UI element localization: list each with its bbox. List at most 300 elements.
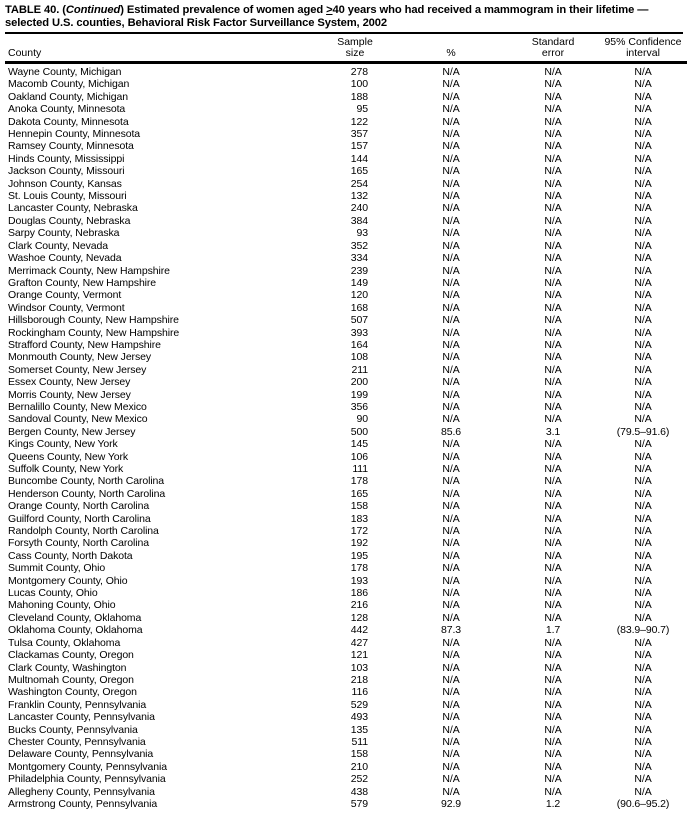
confidence-interval-cell: (83.9–90.7) (616, 624, 670, 637)
header-line: Sample (337, 36, 373, 48)
percent-cell: N/A (442, 574, 460, 587)
percent-cell: N/A (442, 673, 460, 686)
confidence-interval-cell: N/A (634, 252, 652, 265)
sample-size-cell: 239 (350, 264, 368, 277)
county-cell: Somerset County, New Jersey (8, 363, 147, 376)
county-cell: Jackson County, Missouri (8, 165, 125, 178)
confidence-interval-cell: N/A (634, 500, 652, 513)
confidence-interval-cell: N/A (634, 363, 652, 376)
standard-error-cell: N/A (544, 611, 562, 624)
county-cell: Montgomery County, Ohio (8, 574, 128, 587)
standard-error-cell: N/A (544, 748, 562, 761)
county-cell: Strafford County, New Hampshire (8, 338, 161, 351)
table-row (5, 674, 687, 686)
confidence-interval-cell: N/A (634, 574, 652, 587)
table-row (5, 612, 687, 624)
sample-size-cell: 120 (350, 289, 368, 302)
confidence-interval-cell: N/A (634, 673, 652, 686)
standard-error-cell: N/A (544, 103, 562, 116)
confidence-interval-cell: N/A (634, 276, 652, 289)
prevalence-table (5, 34, 687, 810)
sample-size-cell: 579 (350, 797, 368, 810)
standard-error-cell: N/A (544, 512, 562, 525)
confidence-interval-cell: N/A (634, 438, 652, 451)
column-header-percent (390, 34, 512, 63)
percent-cell: N/A (442, 760, 460, 773)
sample-size-cell: 254 (350, 177, 368, 190)
county-cell: Hinds County, Mississippi (8, 152, 125, 165)
percent-cell: N/A (442, 78, 460, 91)
confidence-interval-cell: N/A (634, 599, 652, 612)
county-cell: Oakland County, Michigan (8, 90, 128, 103)
standard-error-cell: N/A (544, 438, 562, 451)
percent-cell: N/A (442, 128, 460, 141)
table-row (5, 662, 687, 674)
percent-cell: N/A (442, 338, 460, 351)
percent-cell: N/A (442, 227, 460, 240)
percent-cell: N/A (442, 190, 460, 203)
sample-size-cell: 216 (350, 599, 368, 612)
county-cell: Oklahoma County, Oklahoma (8, 624, 143, 637)
header-line: 95% Confidence (604, 36, 682, 48)
table-row (5, 537, 687, 549)
confidence-interval-cell: N/A (634, 562, 652, 575)
table-row (5, 587, 687, 599)
county-cell: Wayne County, Michigan (8, 66, 122, 78)
sample-size-cell: 90 (356, 413, 368, 426)
percent-cell: N/A (442, 152, 460, 165)
county-cell: Clark County, Washington (8, 661, 127, 674)
percent-cell: N/A (442, 562, 460, 575)
sample-size-cell: 108 (350, 351, 368, 364)
percent-cell: N/A (442, 202, 460, 215)
county-cell: Monmouth County, New Jersey (8, 351, 151, 364)
county-cell: Franklin County, Pennsylvania (8, 698, 147, 711)
county-cell: Clackamas County, Oregon (8, 649, 134, 662)
confidence-interval-cell: N/A (634, 140, 652, 153)
table-row (5, 190, 687, 202)
table-row (5, 314, 687, 326)
sample-size-cell: 334 (350, 252, 368, 265)
title-segment: 40 years who had received a mammogram in their lifetime — (332, 4, 649, 16)
standard-error-cell: N/A (544, 128, 562, 141)
county-cell: Suffolk County, New York (8, 463, 124, 475)
standard-error-cell: N/A (544, 525, 562, 538)
standard-error-cell: N/A (544, 487, 562, 500)
standard-error-cell: N/A (544, 264, 562, 277)
county-cell: Bergen County, New Jersey (8, 425, 136, 438)
standard-error-cell: N/A (544, 649, 562, 662)
county-cell: Windsor County, Vermont (8, 301, 125, 314)
sample-size-cell: 192 (350, 537, 368, 550)
percent-cell: N/A (442, 438, 460, 451)
county-cell: Allegheny County, Pennsylvania (8, 785, 155, 798)
table-row (5, 140, 687, 152)
standard-error-cell: N/A (544, 475, 562, 488)
standard-error-cell: N/A (544, 686, 562, 699)
percent-cell: N/A (442, 525, 460, 538)
confidence-interval-cell: N/A (634, 227, 652, 240)
percent-cell: N/A (442, 711, 460, 724)
county-cell: Hennepin County, Minnesota (8, 128, 141, 141)
county-cell: Sarpy County, Nebraska (8, 227, 120, 240)
table-row (5, 525, 687, 537)
sample-size-cell: 149 (350, 276, 368, 289)
confidence-interval-cell: N/A (634, 735, 652, 748)
sample-size-cell: 199 (350, 388, 368, 401)
table-row (5, 116, 687, 128)
confidence-interval-cell: N/A (634, 351, 652, 364)
standard-error-cell: N/A (544, 760, 562, 773)
confidence-interval-cell: N/A (634, 537, 652, 550)
percent-cell: N/A (442, 239, 460, 252)
table-row (5, 748, 687, 760)
standard-error-cell: N/A (544, 549, 562, 562)
standard-error-cell: N/A (544, 276, 562, 289)
standard-error-cell: N/A (544, 301, 562, 314)
standard-error-cell: N/A (544, 363, 562, 376)
percent-cell: N/A (442, 165, 460, 178)
percent-cell: N/A (442, 103, 460, 116)
county-cell: Washoe County, Nevada (8, 252, 122, 265)
percent-cell: N/A (442, 723, 460, 736)
table-body (5, 63, 687, 811)
confidence-interval-cell: N/A (634, 202, 652, 215)
sample-size-cell: 352 (350, 239, 368, 252)
confidence-interval-cell: N/A (634, 512, 652, 525)
standard-error-cell: N/A (544, 388, 562, 401)
table-row (5, 227, 687, 239)
sample-size-cell: 158 (350, 748, 368, 761)
percent-cell: N/A (442, 326, 460, 339)
confidence-interval-cell: N/A (634, 128, 652, 141)
county-cell: Delaware County, Pennsylvania (8, 748, 154, 761)
county-cell: Tulsa County, Oklahoma (8, 636, 121, 649)
percent-cell: N/A (442, 487, 460, 500)
standard-error-cell: N/A (544, 314, 562, 327)
confidence-interval-cell: N/A (634, 301, 652, 314)
standard-error-cell: N/A (544, 636, 562, 649)
county-cell: Rockingham County, New Hampshire (8, 326, 180, 339)
county-cell: Johnson County, Kansas (8, 177, 122, 190)
percent-cell: N/A (442, 351, 460, 364)
percent-cell: N/A (442, 512, 460, 525)
standard-error-cell: N/A (544, 152, 562, 165)
table-row (5, 252, 687, 264)
county-cell: Lucas County, Ohio (8, 587, 98, 600)
county-cell: Grafton County, New Hampshire (8, 276, 157, 289)
standard-error-cell: N/A (544, 773, 562, 786)
table-row (5, 438, 687, 450)
sample-size-cell: 165 (350, 165, 368, 178)
standard-error-cell: N/A (544, 711, 562, 724)
percent-cell: N/A (442, 264, 460, 277)
header-line: size (345, 47, 365, 59)
confidence-interval-cell: N/A (634, 190, 652, 203)
table-row (5, 78, 687, 90)
standard-error-cell: N/A (544, 78, 562, 91)
county-cell: Bernalillo County, New Mexico (8, 400, 147, 413)
percent-cell: N/A (442, 549, 460, 562)
confidence-interval-cell: N/A (634, 475, 652, 488)
county-cell: Washington County, Oregon (8, 686, 137, 699)
table-title (5, 4, 683, 30)
county-cell: Queens County, New York (8, 450, 129, 463)
percent-cell: N/A (442, 376, 460, 389)
county-cell: Chester County, Pennsylvania (8, 735, 146, 748)
percent-cell: N/A (442, 611, 460, 624)
percent-cell: N/A (442, 214, 460, 227)
sample-size-cell: 106 (350, 450, 368, 463)
sample-size-cell: 95 (356, 103, 368, 116)
county-cell: Anoka County, Minnesota (8, 103, 126, 116)
county-cell: Randolph County, North Carolina (8, 525, 159, 538)
percent-cell: N/A (442, 314, 460, 327)
confidence-interval-cell: N/A (634, 463, 652, 475)
percent-cell: N/A (442, 748, 460, 761)
percent-cell: N/A (442, 686, 460, 699)
percent-cell: N/A (442, 773, 460, 786)
sample-size-cell: 438 (350, 785, 368, 798)
county-cell: Clark County, Nevada (8, 239, 108, 252)
confidence-interval-cell: N/A (634, 723, 652, 736)
confidence-interval-cell: N/A (634, 773, 652, 786)
confidence-interval-cell: N/A (634, 525, 652, 538)
county-cell: Lancaster County, Pennsylvania (8, 711, 155, 724)
standard-error-cell: N/A (544, 599, 562, 612)
county-cell: Macomb County, Michigan (8, 78, 130, 91)
standard-error-cell: N/A (544, 66, 562, 78)
sample-size-cell: 132 (350, 190, 368, 203)
table-row (5, 649, 687, 661)
table-row (5, 463, 687, 475)
table-row (5, 686, 687, 698)
percent-cell: 87.3 (440, 624, 462, 637)
standard-error-cell: 1.7 (545, 624, 561, 637)
county-cell: Philadelphia County, Pennsylvania (8, 773, 166, 786)
table-row (5, 215, 687, 227)
standard-error-cell: N/A (544, 326, 562, 339)
sample-size-cell: 278 (350, 66, 368, 78)
standard-error-cell: N/A (544, 450, 562, 463)
sample-size-cell: 178 (350, 562, 368, 575)
sample-size-cell: 178 (350, 475, 368, 488)
confidence-interval-cell: N/A (634, 115, 652, 128)
confidence-interval-cell: N/A (634, 760, 652, 773)
table-row (5, 265, 687, 277)
header-line: County (8, 47, 42, 59)
sample-size-cell: 165 (350, 487, 368, 500)
geq-symbol: > (326, 4, 333, 16)
county-cell: Cleveland County, Oklahoma (8, 611, 142, 624)
sample-size-cell: 357 (350, 128, 368, 141)
table-row (5, 364, 687, 376)
table-row (5, 699, 687, 711)
standard-error-cell: N/A (544, 413, 562, 426)
column-header-standard-error (512, 34, 594, 63)
confidence-interval-cell: N/A (634, 66, 652, 78)
sample-size-cell: 100 (350, 78, 368, 91)
standard-error-cell: N/A (544, 289, 562, 302)
county-cell: Henderson County, North Carolina (8, 487, 166, 500)
confidence-interval-cell: N/A (634, 661, 652, 674)
standard-error-cell: N/A (544, 239, 562, 252)
table-row (5, 413, 687, 425)
table-row (5, 761, 687, 773)
title-segment: ) Estimated prevalence of women aged (120, 4, 327, 16)
sample-size-cell: 144 (350, 152, 368, 165)
sample-size-cell: 493 (350, 711, 368, 724)
confidence-interval-cell: N/A (634, 152, 652, 165)
standard-error-cell: N/A (544, 673, 562, 686)
confidence-interval-cell: N/A (634, 413, 652, 426)
table-header (5, 34, 687, 63)
sample-size-cell: 500 (350, 425, 368, 438)
standard-error-cell: N/A (544, 698, 562, 711)
county-cell: Merrimack County, New Hampshire (8, 264, 170, 277)
column-header-sample-size (320, 34, 390, 63)
standard-error-cell: 3.1 (545, 425, 561, 438)
percent-cell: N/A (442, 301, 460, 314)
table-row (5, 451, 687, 463)
percent-cell: N/A (442, 735, 460, 748)
sample-size-cell: 507 (350, 314, 368, 327)
sample-size-cell: 195 (350, 549, 368, 562)
sample-size-cell: 121 (350, 649, 368, 662)
sample-size-cell: 218 (350, 673, 368, 686)
header-line: error (541, 47, 565, 59)
confidence-interval-cell: N/A (634, 103, 652, 116)
header-line: Standard (531, 36, 575, 48)
table-row (5, 103, 687, 115)
confidence-interval-cell: N/A (634, 649, 652, 662)
percent-cell: N/A (442, 388, 460, 401)
sample-size-cell: 384 (350, 214, 368, 227)
percent-cell: N/A (442, 475, 460, 488)
confidence-interval-cell: N/A (634, 587, 652, 600)
table-row (5, 736, 687, 748)
county-cell: Morris County, New Jersey (8, 388, 131, 401)
percent-cell: N/A (442, 587, 460, 600)
confidence-interval-cell: N/A (634, 400, 652, 413)
percent-cell: 92.9 (440, 797, 462, 810)
county-cell: Cass County, North Dakota (8, 549, 133, 562)
county-cell: Montgomery County, Pennsylvania (8, 760, 167, 773)
confidence-interval-cell: N/A (634, 177, 652, 190)
sample-size-cell: 210 (350, 760, 368, 773)
percent-cell: N/A (442, 363, 460, 376)
sample-size-cell: 103 (350, 661, 368, 674)
percent-cell: N/A (442, 537, 460, 550)
standard-error-cell: N/A (544, 723, 562, 736)
county-cell: Sandoval County, New Mexico (8, 413, 148, 426)
table-row (5, 786, 687, 798)
column-header-county (5, 34, 320, 63)
percent-cell: N/A (442, 698, 460, 711)
sample-size-cell: 164 (350, 338, 368, 351)
table-row (5, 624, 687, 636)
standard-error-cell: N/A (544, 587, 562, 600)
sample-size-cell: 128 (350, 611, 368, 624)
confidence-interval-cell: N/A (634, 636, 652, 649)
sample-size-cell: 188 (350, 90, 368, 103)
table-row (5, 500, 687, 512)
county-cell: Douglas County, Nebraska (8, 214, 131, 227)
confidence-interval-cell: N/A (634, 338, 652, 351)
sample-size-cell: 427 (350, 636, 368, 649)
standard-error-cell: N/A (544, 227, 562, 240)
sample-size-cell: 168 (350, 301, 368, 314)
standard-error-cell: N/A (544, 562, 562, 575)
sample-size-cell: 200 (350, 376, 368, 389)
standard-error-cell: N/A (544, 785, 562, 798)
confidence-interval-cell: N/A (634, 78, 652, 91)
standard-error-cell: N/A (544, 177, 562, 190)
percent-cell: N/A (442, 785, 460, 798)
standard-error-cell: N/A (544, 190, 562, 203)
confidence-interval-cell: N/A (634, 90, 652, 103)
sample-size-cell: 186 (350, 587, 368, 600)
sample-size-cell: 158 (350, 500, 368, 513)
county-cell: Ramsey County, Minnesota (8, 140, 134, 153)
county-cell: Armstrong County, Pennsylvania (8, 797, 158, 810)
table-row (5, 724, 687, 736)
sample-size-cell: 442 (350, 624, 368, 637)
county-cell: Orange County, Vermont (8, 289, 122, 302)
sample-size-cell: 93 (356, 227, 368, 240)
table-row (5, 277, 687, 289)
confidence-interval-cell: N/A (634, 214, 652, 227)
confidence-interval-cell: N/A (634, 239, 652, 252)
percent-cell: N/A (442, 90, 460, 103)
confidence-interval-cell: N/A (634, 450, 652, 463)
table-row (5, 711, 687, 723)
standard-error-cell: N/A (544, 463, 562, 475)
standard-error-cell: N/A (544, 90, 562, 103)
confidence-interval-cell: N/A (634, 165, 652, 178)
table-title-line1 (5, 4, 683, 17)
confidence-interval-cell: N/A (634, 314, 652, 327)
sample-size-cell: 183 (350, 512, 368, 525)
table-row (5, 165, 687, 177)
confidence-interval-cell: N/A (634, 264, 652, 277)
confidence-interval-cell: N/A (634, 748, 652, 761)
table-row (5, 401, 687, 413)
percent-cell: N/A (442, 140, 460, 153)
standard-error-cell: N/A (544, 661, 562, 674)
county-cell: Multnomah County, Oregon (8, 673, 134, 686)
sample-size-cell: 157 (350, 140, 368, 153)
table-row (5, 63, 687, 79)
county-cell: Mahoning County, Ohio (8, 599, 116, 612)
table-row (5, 327, 687, 339)
standard-error-cell: N/A (544, 351, 562, 364)
confidence-interval-cell: N/A (634, 698, 652, 711)
county-cell: Summit County, Ohio (8, 562, 106, 575)
sample-size-cell: 252 (350, 773, 368, 786)
percent-cell: N/A (442, 599, 460, 612)
percent-cell: N/A (442, 649, 460, 662)
sample-size-cell: 211 (351, 363, 368, 376)
table-row (5, 637, 687, 649)
table-row (5, 289, 687, 301)
sample-size-cell: 240 (350, 202, 368, 215)
header-line: % (446, 47, 456, 59)
table-row (5, 575, 687, 587)
county-cell: Orange County, North Carolina (8, 500, 150, 513)
sample-size-cell: 145 (350, 438, 368, 451)
table-row (5, 488, 687, 500)
